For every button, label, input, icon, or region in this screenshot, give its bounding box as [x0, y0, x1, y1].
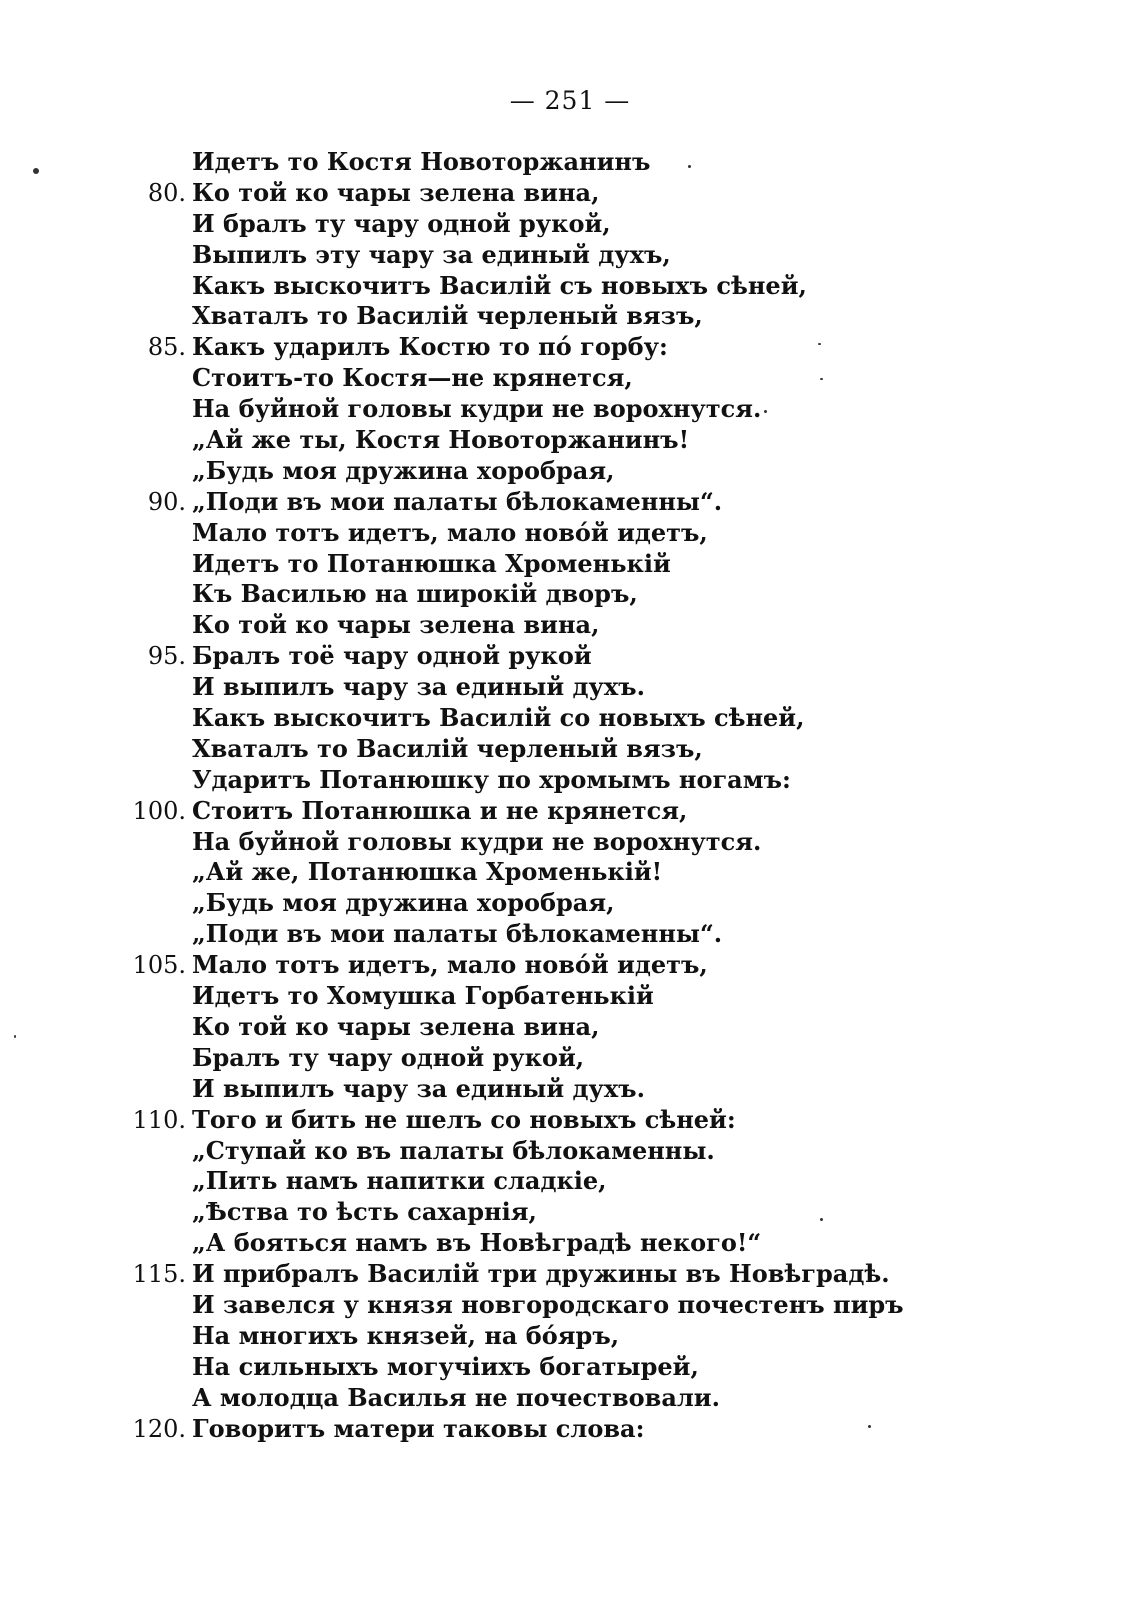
- line-text: Хваталъ то Василій черленый вязъ,: [192, 733, 703, 763]
- line-number: 105.: [132, 951, 186, 980]
- line-text: Хваталъ то Василій черленый вязъ,: [192, 301, 703, 331]
- line-text: „Будь моя дружина хоробрая,: [192, 455, 615, 485]
- poem-line: [0, 1166, 1140, 1197]
- poem-line: [0, 765, 1140, 796]
- line-text: На многихъ князей, на бóяръ,: [192, 1320, 620, 1350]
- line-text: А молодца Василья не почествовали.: [192, 1382, 720, 1412]
- poem-line: [0, 981, 1140, 1012]
- line-number: 115.: [132, 1260, 186, 1289]
- poem-line: [0, 363, 1140, 394]
- line-text: „Пить намъ напитки сладкіе,: [192, 1166, 607, 1196]
- scan-speck: [14, 1035, 16, 1038]
- poem-line: [0, 641, 1140, 672]
- line-text: Какъ выскочитъ Василій съ новыхъ сѣней,: [192, 270, 807, 300]
- poem-line: [0, 147, 1140, 178]
- poem-line: [0, 950, 1140, 981]
- line-text: Бралъ ту чару одной рукой,: [192, 1042, 585, 1072]
- poem-line: [0, 271, 1140, 302]
- poem-line: [0, 549, 1140, 580]
- poem-line: [0, 610, 1140, 641]
- line-text: Говоритъ матери таковы слова:: [192, 1413, 645, 1443]
- line-number: 120.: [132, 1414, 186, 1443]
- line-text: Ударитъ Потанюшку по хромымъ ногамъ:: [192, 764, 791, 794]
- poem-line: [0, 1290, 1140, 1321]
- poem-line: [0, 301, 1140, 332]
- line-text: Мало тотъ идетъ, мало новóй идетъ,: [192, 950, 708, 980]
- poem-line: [0, 1259, 1140, 1290]
- poem-line: [0, 1352, 1140, 1383]
- poem-line: [0, 1197, 1140, 1228]
- line-text: На сильныхъ могучіихъ богатырей,: [192, 1351, 699, 1381]
- poem-line: [0, 1105, 1140, 1136]
- poem-line: [0, 1043, 1140, 1074]
- poem-line: [0, 919, 1140, 950]
- poem-line: [0, 1074, 1140, 1105]
- line-text: Ко той ко чары зелена вина,: [192, 1011, 600, 1041]
- line-number: 80.: [147, 178, 186, 207]
- line-text: „Ступай ко въ палаты бѣлокаменны.: [192, 1135, 715, 1165]
- poem-line: [0, 796, 1140, 827]
- scan-speck: [820, 378, 823, 380]
- line-text: Того и бить не шелъ со новыхъ сѣней:: [192, 1104, 736, 1134]
- line-text: Ко той ко чары зелена вина,: [192, 610, 600, 640]
- line-text: Идетъ то Костя Новоторжанинъ: [192, 147, 651, 176]
- line-text: Стоитъ Потанюшка и не крянется,: [192, 795, 688, 825]
- line-text: Мало тотъ идетъ, мало новóй идетъ,: [192, 517, 708, 547]
- line-text: И выпилъ чару за единый духъ.: [192, 672, 645, 702]
- poem-line: [0, 332, 1140, 363]
- poem-line: [0, 425, 1140, 456]
- line-text: Какъ ударилъ Костю то пó горбу:: [192, 332, 668, 362]
- poem-line: [0, 487, 1140, 518]
- line-text: Стоитъ-то Костя—не крянется,: [192, 363, 633, 393]
- line-number: 100.: [132, 796, 186, 825]
- scan-speck: [764, 410, 767, 413]
- scan-speck: [688, 165, 691, 168]
- scan-speck: [868, 1425, 871, 1428]
- scan-speck: [820, 1218, 823, 1221]
- line-text: Выпилъ эту чару за единый духъ,: [192, 239, 671, 269]
- line-text: „Поди въ мои палаты бѣлокаменны“.: [192, 486, 723, 516]
- poem-line: [0, 1321, 1140, 1352]
- poem-line: [0, 888, 1140, 919]
- line-number: 85.: [147, 333, 186, 362]
- poem-line: [0, 734, 1140, 765]
- poem-line: [0, 209, 1140, 240]
- line-text: И бралъ ту чару одной рукой,: [192, 208, 611, 238]
- page-number: — 251 —: [509, 86, 631, 115]
- line-text: И прибралъ Василій три дружины въ Новѣградѣ.: [192, 1259, 890, 1289]
- line-text: Бралъ тоё чару одной рукой: [192, 641, 592, 671]
- poem-line: [0, 1012, 1140, 1043]
- scan-speck: [818, 343, 821, 345]
- poem-line: [0, 240, 1140, 271]
- poem-line: [0, 1414, 1140, 1445]
- line-text: На буйной головы кудри не ворохнутся.: [192, 826, 762, 856]
- poem-line: [0, 857, 1140, 888]
- poem-line: [0, 579, 1140, 610]
- line-text: Какъ выскочитъ Василій со новыхъ сѣней,: [192, 703, 805, 733]
- line-text: „Поди въ мои палаты бѣлокаменны“.: [192, 919, 723, 949]
- line-text: „Будь моя дружина хоробрая,: [192, 888, 615, 918]
- poem-line: [0, 703, 1140, 734]
- poem-line: [0, 1136, 1140, 1167]
- poem-line: [0, 456, 1140, 487]
- line-number: 90.: [147, 487, 186, 516]
- line-text: Идетъ то Хомушка Горбатенькій: [192, 981, 654, 1011]
- line-text: „Ай же ты, Костя Новоторжанинъ!: [192, 425, 690, 455]
- line-text: Къ Василью на широкій дворъ,: [192, 579, 638, 609]
- line-text: „А бояться намъ въ Новѣградѣ некого!“: [192, 1228, 762, 1258]
- line-text: „Ай же, Потанюшка Хроменькій!: [192, 857, 663, 887]
- line-text: Ко той ко чары зелена вина,: [192, 177, 600, 207]
- poem-line: [0, 394, 1140, 425]
- line-number: 95.: [147, 642, 186, 671]
- poem-line: [0, 1383, 1140, 1414]
- line-text: И завелся у князя новгородскаго почестенъ пиръ: [192, 1289, 904, 1319]
- poem-line: [0, 518, 1140, 549]
- line-text: Идетъ то Потанюшка Хроменькій: [192, 548, 671, 578]
- line-text: На буйной головы кудри не ворохнутся.: [192, 394, 762, 424]
- line-number: 110.: [132, 1105, 186, 1134]
- poem-line: [0, 672, 1140, 703]
- poem-line: [0, 1228, 1140, 1259]
- line-text: И выпилъ чару за единый духъ.: [192, 1073, 645, 1103]
- scan-speck: [33, 168, 39, 174]
- line-text: „Ѣства то ѣсть сахарнія,: [192, 1197, 537, 1227]
- poem-line: [0, 827, 1140, 858]
- poem-text: [0, 147, 1140, 1444]
- poem-line: [0, 178, 1140, 209]
